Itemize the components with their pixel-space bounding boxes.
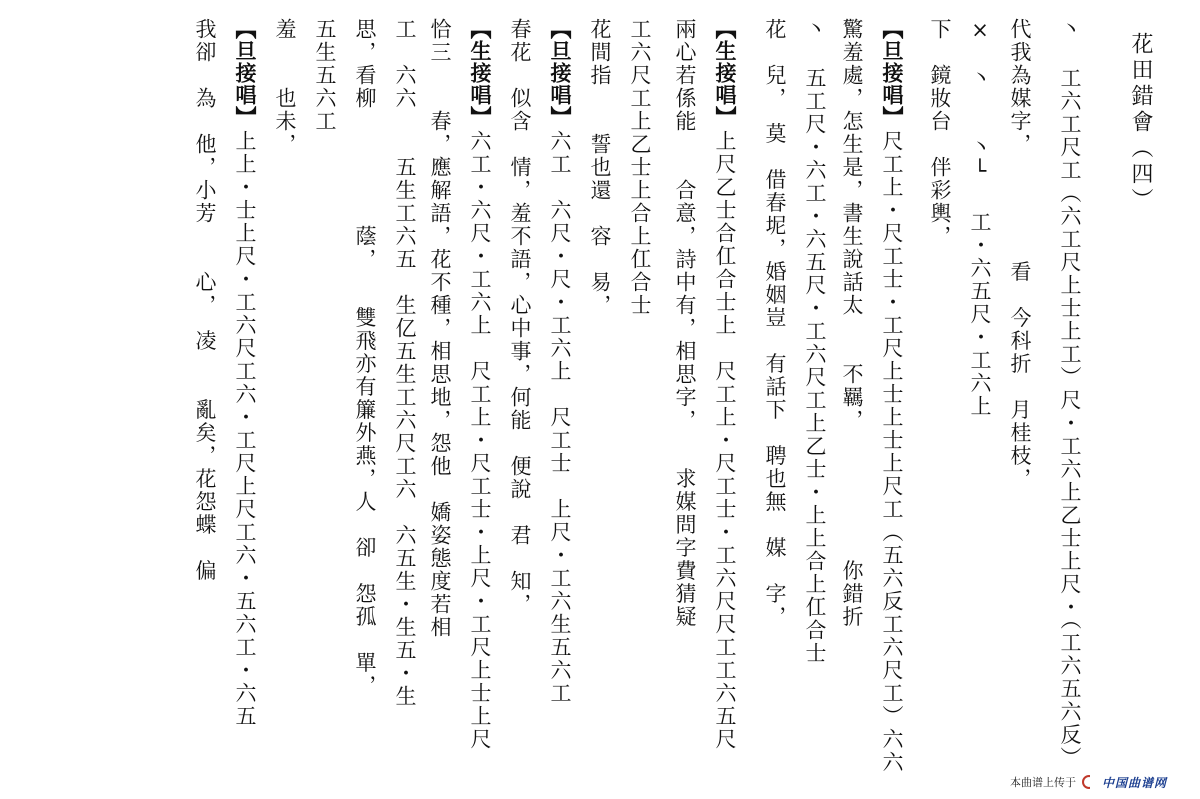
column-text: 思，看柳 蔭， 雙飛亦有簾外燕，人 卻 怨孤 單，: [353, 18, 377, 698]
page-title: 花田錯會（四）: [1128, 32, 1153, 214]
score-column: [420, 0, 460, 799]
column-text: 上尺乙士合仜合士上 尺工上・尺工士・工六尺尺工工六五尺: [713, 130, 737, 751]
column-text: 代我為媒字， 看 今科折 月桂枝，: [1008, 18, 1032, 491]
score-column: [920, 0, 960, 799]
score-column: [705, 0, 745, 799]
column-text: 六工・六尺・工六上 尺工上・尺工士・上尺・工尺上士上尺: [468, 130, 492, 751]
column-text: 尺工上・尺工士・工尺上士上士上尺工（五六反工六尺工）六六: [880, 130, 904, 774]
score-column: [185, 0, 225, 799]
column-text: 羞 也未，: [273, 18, 297, 156]
role-label: 【旦接唱】: [880, 18, 905, 128]
site-logo-icon: [1082, 775, 1096, 789]
column-text: 兩心若係能 合意，詩中有，相思字， 求媒問字費猜疑: [673, 18, 697, 629]
footer: [1010, 772, 1167, 792]
column-text: 丶 五工尺・六工・六五尺・工六尺工上乙士・上上合上仜合士: [803, 18, 827, 665]
score-column: [832, 0, 872, 799]
column-text: 五生五六工: [313, 18, 337, 133]
column-text: 驚羞處，怎生是，書生說話太 不羈， 你錯折: [840, 18, 864, 629]
column-text: 恰三 春，應解語，花不種，相思地，怨他 嬌姿態度若相: [428, 18, 452, 639]
footer-note: 本曲谱上传于: [1010, 776, 1076, 789]
column-text: 花間指 誓也還 容 易，: [588, 18, 612, 317]
role-label: 【生接唱】: [713, 18, 738, 128]
score-column: [265, 0, 305, 799]
score-column: [345, 0, 385, 799]
score-column: [755, 0, 795, 799]
column-text: 下 鏡妝台 伴彩輿，: [928, 18, 952, 248]
footer-site: 中国曲谱网: [1102, 775, 1168, 790]
score-column: [665, 0, 705, 799]
column-text: × 丶 丶└ 工・六五尺・工六上: [968, 18, 992, 418]
column-text: 六工 六尺・尺・工六上 尺工士 上尺・工六生五六工: [548, 130, 572, 705]
role-label: 【旦接唱】: [548, 18, 573, 128]
score-column: [385, 0, 425, 799]
role-label: 【生接唱】: [468, 18, 493, 128]
column-text: 工 六六 五生工六五 生亿五生工六尺工六 六五生・生五・生: [393, 18, 417, 708]
score-column: [225, 0, 265, 799]
score-column: [795, 0, 835, 799]
column-text: 花 兒， 莫 借春坭，婚姻豈 有話下 聘也無 媒 字，: [763, 18, 787, 629]
score-column: [872, 0, 912, 799]
score-column: [620, 0, 660, 799]
score-column: [540, 0, 580, 799]
score-column: [960, 0, 1000, 799]
column-text: 丶 工六工尺工（六工尺上士上工）尺・工六上乙士上尺・（工六五六反）: [1058, 18, 1082, 770]
score-column: [500, 0, 540, 799]
score-column: [1050, 0, 1090, 799]
role-label: 【旦接唱】: [233, 18, 258, 128]
score-column: [580, 0, 620, 799]
column-text: 上上・士上尺・工六尺工六・工尺上尺工六・五六工・六五: [233, 130, 257, 728]
column-text: 春花 似含 情，羞不語，心中事，何能 便說 君 知，: [508, 18, 532, 616]
score-column: [305, 0, 345, 799]
column-text: 我卻 為 他，小芳 心， 凌 亂矣，花怨蝶 偏: [193, 18, 217, 583]
score-column: [1000, 0, 1040, 799]
score-column: [460, 0, 500, 799]
column-text: 工六尺工上乙士上合上仜合士: [628, 18, 652, 317]
